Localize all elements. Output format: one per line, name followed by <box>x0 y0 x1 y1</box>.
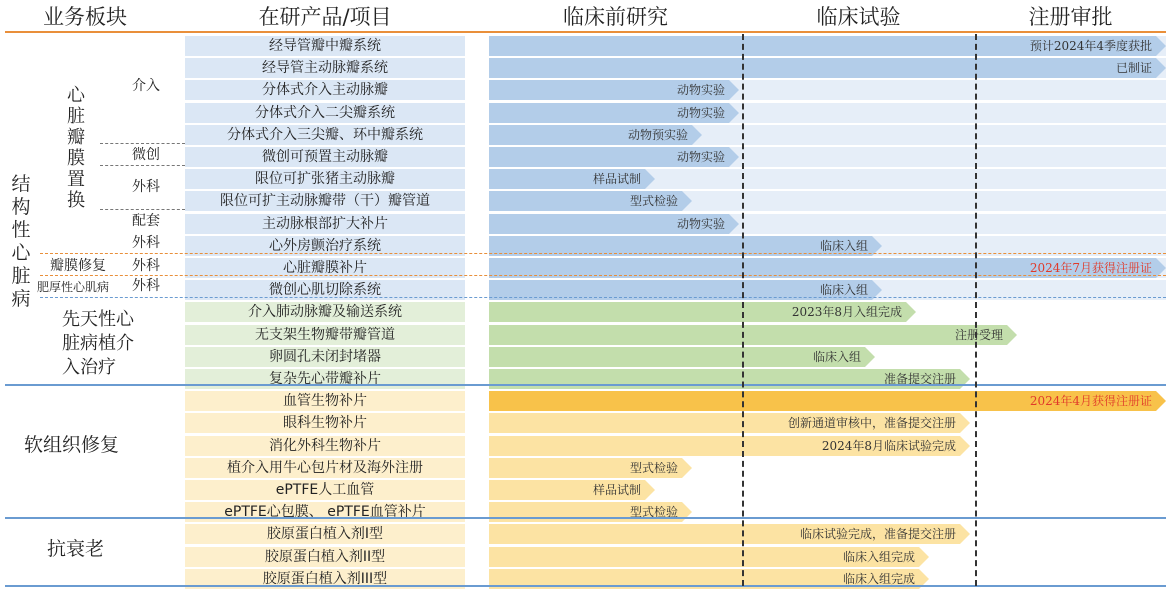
phase-divider-clinical <box>742 34 744 586</box>
product-cell: ePTFE人工血管 <box>185 480 465 500</box>
status-label: 临床入组完成 <box>842 550 915 564</box>
subsegment-supporting-2: 外科 <box>132 235 160 251</box>
product-cell: 经导管瓣中瓣系统 <box>185 36 465 56</box>
status-label: 注册受理 <box>954 328 1003 342</box>
divider-soft-tissue <box>5 384 1166 386</box>
subsegment-supporting-1: 配套 <box>132 213 160 229</box>
subsegment-hcm: 外科 <box>132 278 160 294</box>
product-cell: 无支架生物瓣带瓣管道 <box>185 325 465 345</box>
status-label: 创新通道审核中，准备提交注册 <box>787 416 956 430</box>
divider-hcm-top <box>40 275 1166 276</box>
product-cell: 复杂先心带瓣补片 <box>185 369 465 389</box>
status-label: 型式检验 <box>629 461 678 475</box>
segment-valve-repair: 瓣膜修复 <box>50 258 106 274</box>
segment-anti-aging: 抗衰老 <box>47 538 105 560</box>
status-label: 动物实验 <box>676 106 725 120</box>
status-label: 样品试制 <box>592 483 641 497</box>
status-label: 2023年8月入组完成 <box>791 305 902 319</box>
divider-congenital-top <box>40 297 1166 298</box>
status-label: 型式检验 <box>629 505 678 519</box>
divider-supporting <box>100 209 185 210</box>
product-cell: 胶原蛋白植入剂I型 <box>185 524 465 544</box>
product-cell: 植介入用牛心包片材及海外注册 <box>185 458 465 478</box>
subsegment-valve-repair: 外科 <box>132 258 160 274</box>
product-cell: 心脏瓣膜补片 <box>185 258 465 278</box>
status-label: 准备提交注册 <box>883 372 956 386</box>
product-cell: ePTFE心包膜、 ePTFE血管补片 <box>185 502 465 522</box>
status-label: 临床入组 <box>812 350 861 364</box>
divider-minimally-invasive <box>100 143 185 144</box>
header-registration: 注册审批 <box>1028 5 1113 29</box>
segment-soft-tissue: 软组织修复 <box>24 434 120 456</box>
status-label: 临床入组 <box>819 239 868 253</box>
product-cell: 胶原蛋白植入剂III型 <box>185 569 465 589</box>
product-cell: 卵圆孔未闭封堵器 <box>185 347 465 367</box>
header-clinical: 临床试验 <box>816 5 901 29</box>
header-product: 在研产品/项目 <box>258 5 392 29</box>
product-cell: 分体式介入二尖瓣系统 <box>185 103 465 123</box>
status-label: 2024年8月临床试验完成 <box>821 439 956 453</box>
status-label: 预计2024年4季度获批 <box>1029 39 1152 53</box>
segment-structural-heart: 结构性心脏病 <box>11 173 31 310</box>
status-label: 型式检验 <box>629 194 678 208</box>
subsegment-interventional: 介入 <box>132 78 160 94</box>
product-cell: 分体式介入三尖瓣、环中瓣系统 <box>185 125 465 145</box>
product-cell: 心外房颤治疗系统 <box>185 236 465 256</box>
status-label: 临床试验完成，准备提交注册 <box>799 527 956 541</box>
status-label: 临床入组 <box>819 283 868 297</box>
header-preclinical: 临床前研究 <box>563 5 668 29</box>
status-label: 2024年4月获得注册证 <box>1029 394 1152 408</box>
product-cell: 介入肺动脉瓣及输送系统 <box>185 302 465 322</box>
divider-surgical <box>100 165 185 166</box>
product-cell: 血管生物补片 <box>185 391 465 411</box>
product-cell: 眼科生物补片 <box>185 413 465 433</box>
subsegment-surgical: 外科 <box>132 179 160 195</box>
subsegment-minimally-invasive: 微创 <box>132 147 160 163</box>
status-label: 动物预实验 <box>627 128 688 142</box>
divider-valve-repair-top <box>40 253 1166 254</box>
product-cell: 限位可扩张猪主动脉瓣 <box>185 169 465 189</box>
segment-valve-replacement: 心脏瓣膜置换 <box>67 85 85 211</box>
divider-anti-aging <box>5 517 1166 519</box>
status-label: 样品试制 <box>592 172 641 186</box>
product-cell: 消化外科生物补片 <box>185 436 465 456</box>
segment-congenital-3: 入治疗 <box>62 357 116 378</box>
segment-congenital-2: 脏病植介 <box>62 333 134 354</box>
status-label: 已制证 <box>1115 61 1152 75</box>
phase-divider-registration <box>975 34 977 586</box>
product-cell: 限位可扩主动脉瓣带（干）瓣管道 <box>185 191 465 211</box>
segment-hcm: 肥厚性心肌病 <box>37 280 110 294</box>
status-label: 2024年7月获得注册证 <box>1029 261 1152 275</box>
product-cell: 主动脉根部扩大补片 <box>185 214 465 234</box>
header-segment: 业务板块 <box>43 5 127 29</box>
header-divider <box>5 31 1166 33</box>
product-cell: 胶原蛋白植入剂II型 <box>185 547 465 567</box>
product-cell: 经导管主动脉瓣系统 <box>185 58 465 78</box>
product-cell: 分体式介入主动脉瓣 <box>185 80 465 100</box>
status-label: 动物实验 <box>676 217 725 231</box>
segment-congenital-1: 先天性心 <box>62 309 134 330</box>
status-label: 动物实验 <box>676 150 725 164</box>
product-cell: 微创心肌切除系统 <box>185 280 465 300</box>
status-label: 临床入组完成 <box>842 572 915 586</box>
status-label: 动物实验 <box>676 83 725 97</box>
product-cell: 微创可预置主动脉瓣 <box>185 147 465 167</box>
divider-bottom <box>5 585 1166 587</box>
